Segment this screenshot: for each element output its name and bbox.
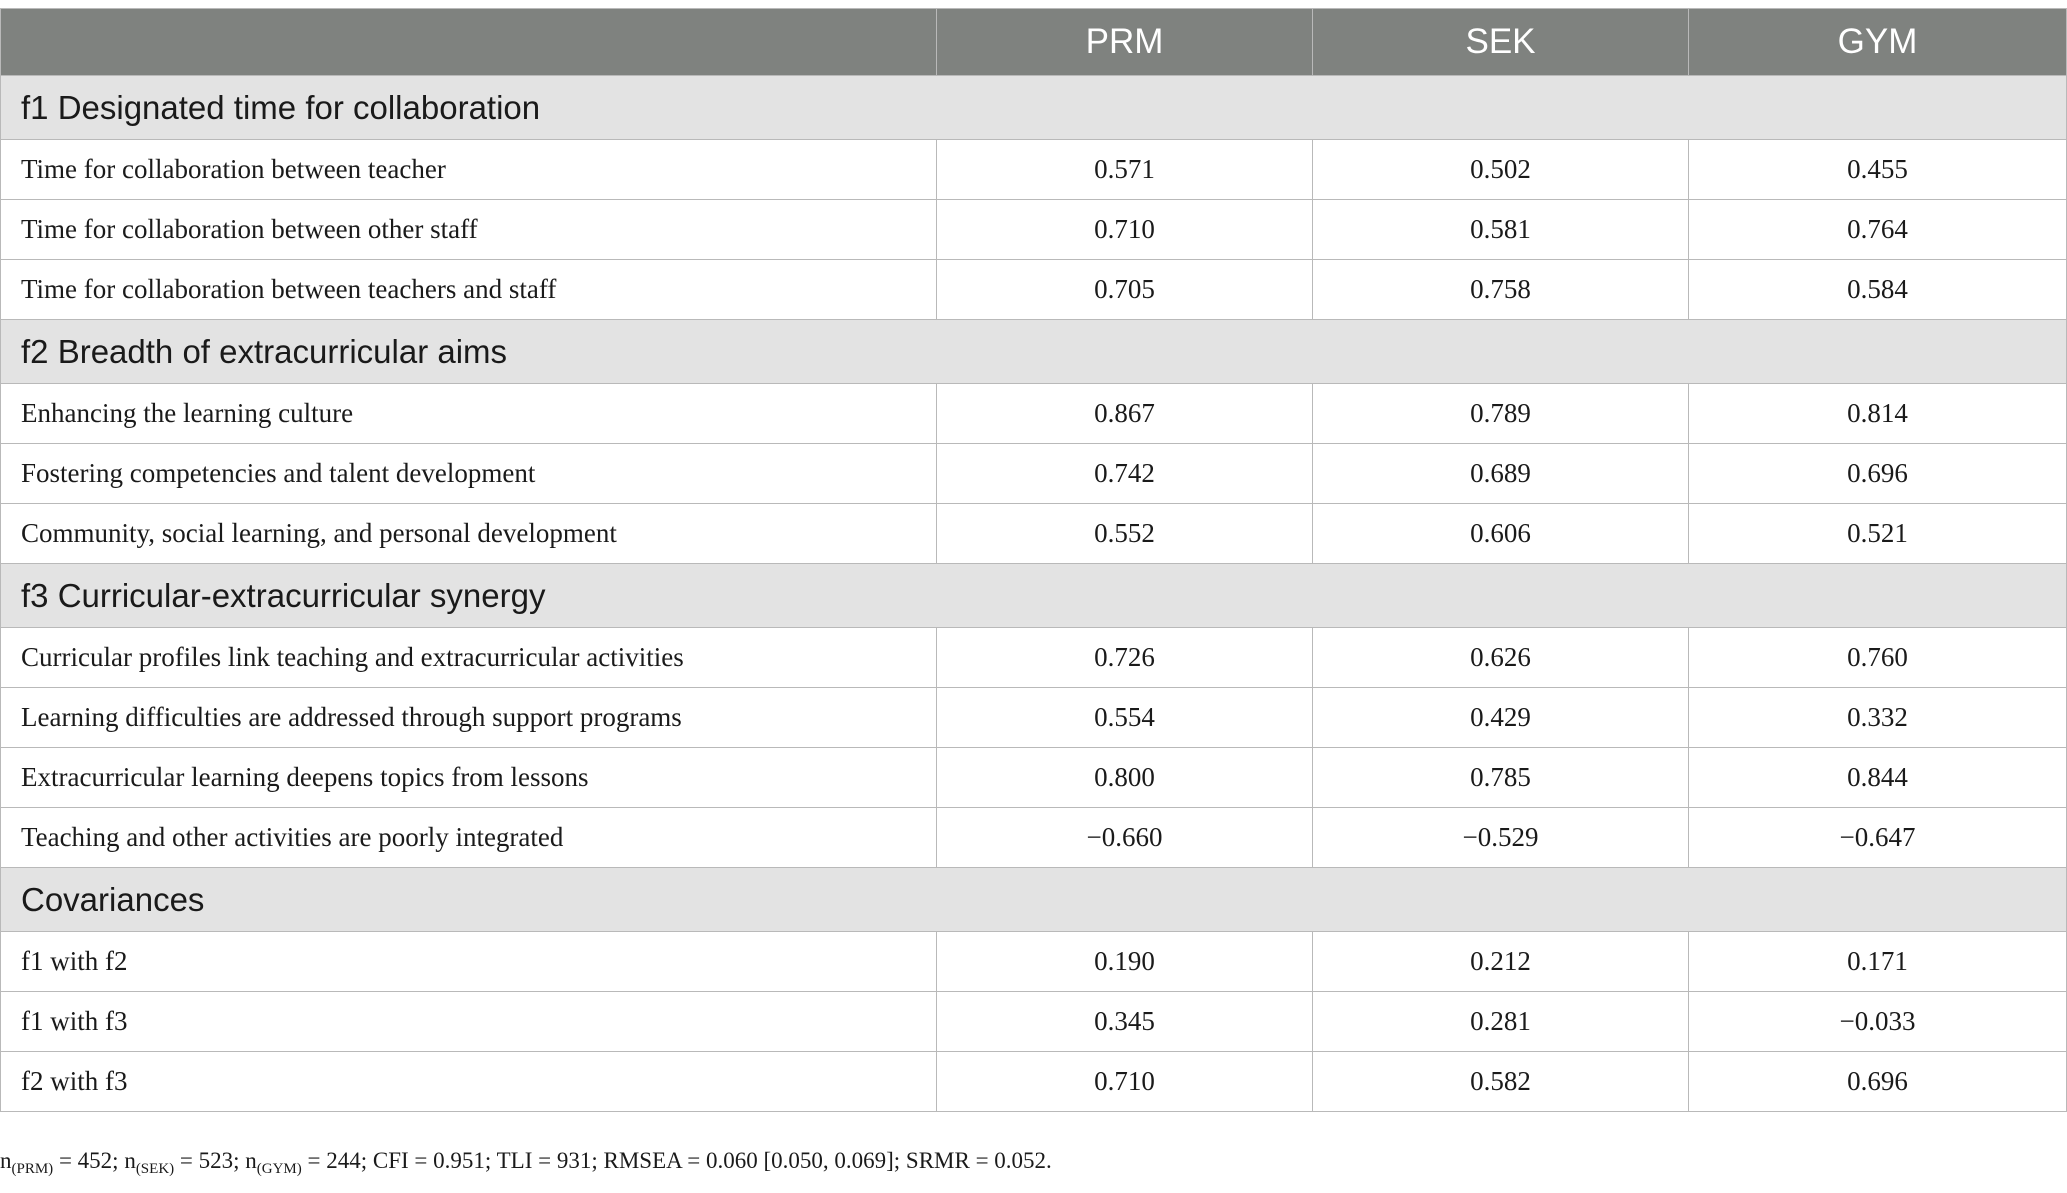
row-label: Learning difficulties are addressed through support programs <box>1 688 937 748</box>
table-row <box>1 260 2067 320</box>
cell-prm: −0.660 <box>937 808 1313 868</box>
table-row <box>1 628 2067 688</box>
cell-sek: 0.212 <box>1313 932 1689 992</box>
table-row <box>1 200 2067 260</box>
cell-gym: 0.760 <box>1689 628 2067 688</box>
row-label: Community, social learning, and personal development <box>1 504 937 564</box>
table-row <box>1 748 2067 808</box>
table-row <box>1 444 2067 504</box>
cell-sek: 0.581 <box>1313 200 1689 260</box>
row-label: Time for collaboration between teacher <box>1 140 937 200</box>
cell-prm: 0.552 <box>937 504 1313 564</box>
table-row <box>1 992 2067 1052</box>
row-label: Time for collaboration between teachers and staff <box>1 260 937 320</box>
cell-sek: 0.758 <box>1313 260 1689 320</box>
cell-prm: 0.705 <box>937 260 1313 320</box>
footnote-sek-subscript: (SEK) <box>135 1161 175 1177</box>
row-label: f1 with f3 <box>1 992 937 1052</box>
cell-gym: 0.764 <box>1689 200 2067 260</box>
cell-gym: 0.171 <box>1689 932 2067 992</box>
cell-sek: 0.606 <box>1313 504 1689 564</box>
table-row <box>1 932 2067 992</box>
cell-gym: 0.332 <box>1689 688 2067 748</box>
table-row <box>1 384 2067 444</box>
row-label: Extracurricular learning deepens topics from lessons <box>1 748 937 808</box>
table-footnote <box>0 1148 1052 1178</box>
cell-prm: 0.190 <box>937 932 1313 992</box>
footnote-sek-value: = 523; <box>174 1148 246 1173</box>
cell-gym: −0.033 <box>1689 992 2067 1052</box>
table-body <box>1 76 2067 1112</box>
header-prm: PRM <box>937 9 1313 76</box>
section-title: f1 Designated time for collaboration <box>1 76 2067 140</box>
footnote-fit-indices: CFI = 0.951; TLI = 931; RMSEA = 0.060 [0.050, 0.069]; SRMR = 0.052. <box>372 1148 1052 1173</box>
row-label: Teaching and other activities are poorly integrated <box>1 808 937 868</box>
header-gym: GYM <box>1689 9 2067 76</box>
factor-loadings-table <box>0 8 2067 1112</box>
cell-sek: 0.785 <box>1313 748 1689 808</box>
footnote-n-prefix: n <box>245 1148 257 1173</box>
cell-prm: 0.345 <box>937 992 1313 1052</box>
cell-sek: 0.502 <box>1313 140 1689 200</box>
row-label: Enhancing the learning culture <box>1 384 937 444</box>
cell-gym: −0.647 <box>1689 808 2067 868</box>
footnote-gym-subscript: (GYM) <box>256 1161 302 1177</box>
cell-prm: 0.710 <box>937 200 1313 260</box>
footnote-gym-value: = 244; <box>301 1148 373 1173</box>
cell-prm: 0.867 <box>937 384 1313 444</box>
table-row <box>1 1052 2067 1112</box>
cell-gym: 0.696 <box>1689 444 2067 504</box>
header-label-column <box>1 9 937 76</box>
section-title: f3 Curricular-extracurricular synergy <box>1 564 2067 628</box>
section-row <box>1 76 2067 140</box>
section-row <box>1 564 2067 628</box>
footnote-n-prefix: n <box>0 1148 12 1173</box>
table-row <box>1 504 2067 564</box>
footnote-prm-value: = 452; <box>53 1148 125 1173</box>
footnote-prm-subscript: (PRM) <box>11 1161 54 1177</box>
row-label: f2 with f3 <box>1 1052 937 1112</box>
row-label: Fostering competencies and talent development <box>1 444 937 504</box>
header-sek: SEK <box>1313 9 1689 76</box>
cell-gym: 0.696 <box>1689 1052 2067 1112</box>
table-header <box>1 9 2067 76</box>
cell-sek: 0.689 <box>1313 444 1689 504</box>
table-row <box>1 688 2067 748</box>
row-label: Curricular profiles link teaching and extracurricular activities <box>1 628 937 688</box>
cell-gym: 0.844 <box>1689 748 2067 808</box>
cell-prm: 0.710 <box>937 1052 1313 1112</box>
table-row <box>1 808 2067 868</box>
cell-sek: 0.582 <box>1313 1052 1689 1112</box>
cell-sek: 0.626 <box>1313 628 1689 688</box>
row-label: Time for collaboration between other staff <box>1 200 937 260</box>
footnote-n-prefix: n <box>124 1148 136 1173</box>
section-title: f2 Breadth of extracurricular aims <box>1 320 2067 384</box>
cell-sek: 0.789 <box>1313 384 1689 444</box>
cell-gym: 0.455 <box>1689 140 2067 200</box>
section-title: Covariances <box>1 868 2067 932</box>
header-row <box>1 9 2067 76</box>
section-row <box>1 868 2067 932</box>
cell-sek: 0.281 <box>1313 992 1689 1052</box>
cell-sek: −0.529 <box>1313 808 1689 868</box>
cell-gym: 0.584 <box>1689 260 2067 320</box>
cell-sek: 0.429 <box>1313 688 1689 748</box>
cell-prm: 0.800 <box>937 748 1313 808</box>
cell-gym: 0.814 <box>1689 384 2067 444</box>
cell-prm: 0.742 <box>937 444 1313 504</box>
row-label: f1 with f2 <box>1 932 937 992</box>
table-row <box>1 140 2067 200</box>
table-container <box>0 8 2067 1112</box>
cell-gym: 0.521 <box>1689 504 2067 564</box>
section-row <box>1 320 2067 384</box>
cell-prm: 0.554 <box>937 688 1313 748</box>
cell-prm: 0.571 <box>937 140 1313 200</box>
cell-prm: 0.726 <box>937 628 1313 688</box>
